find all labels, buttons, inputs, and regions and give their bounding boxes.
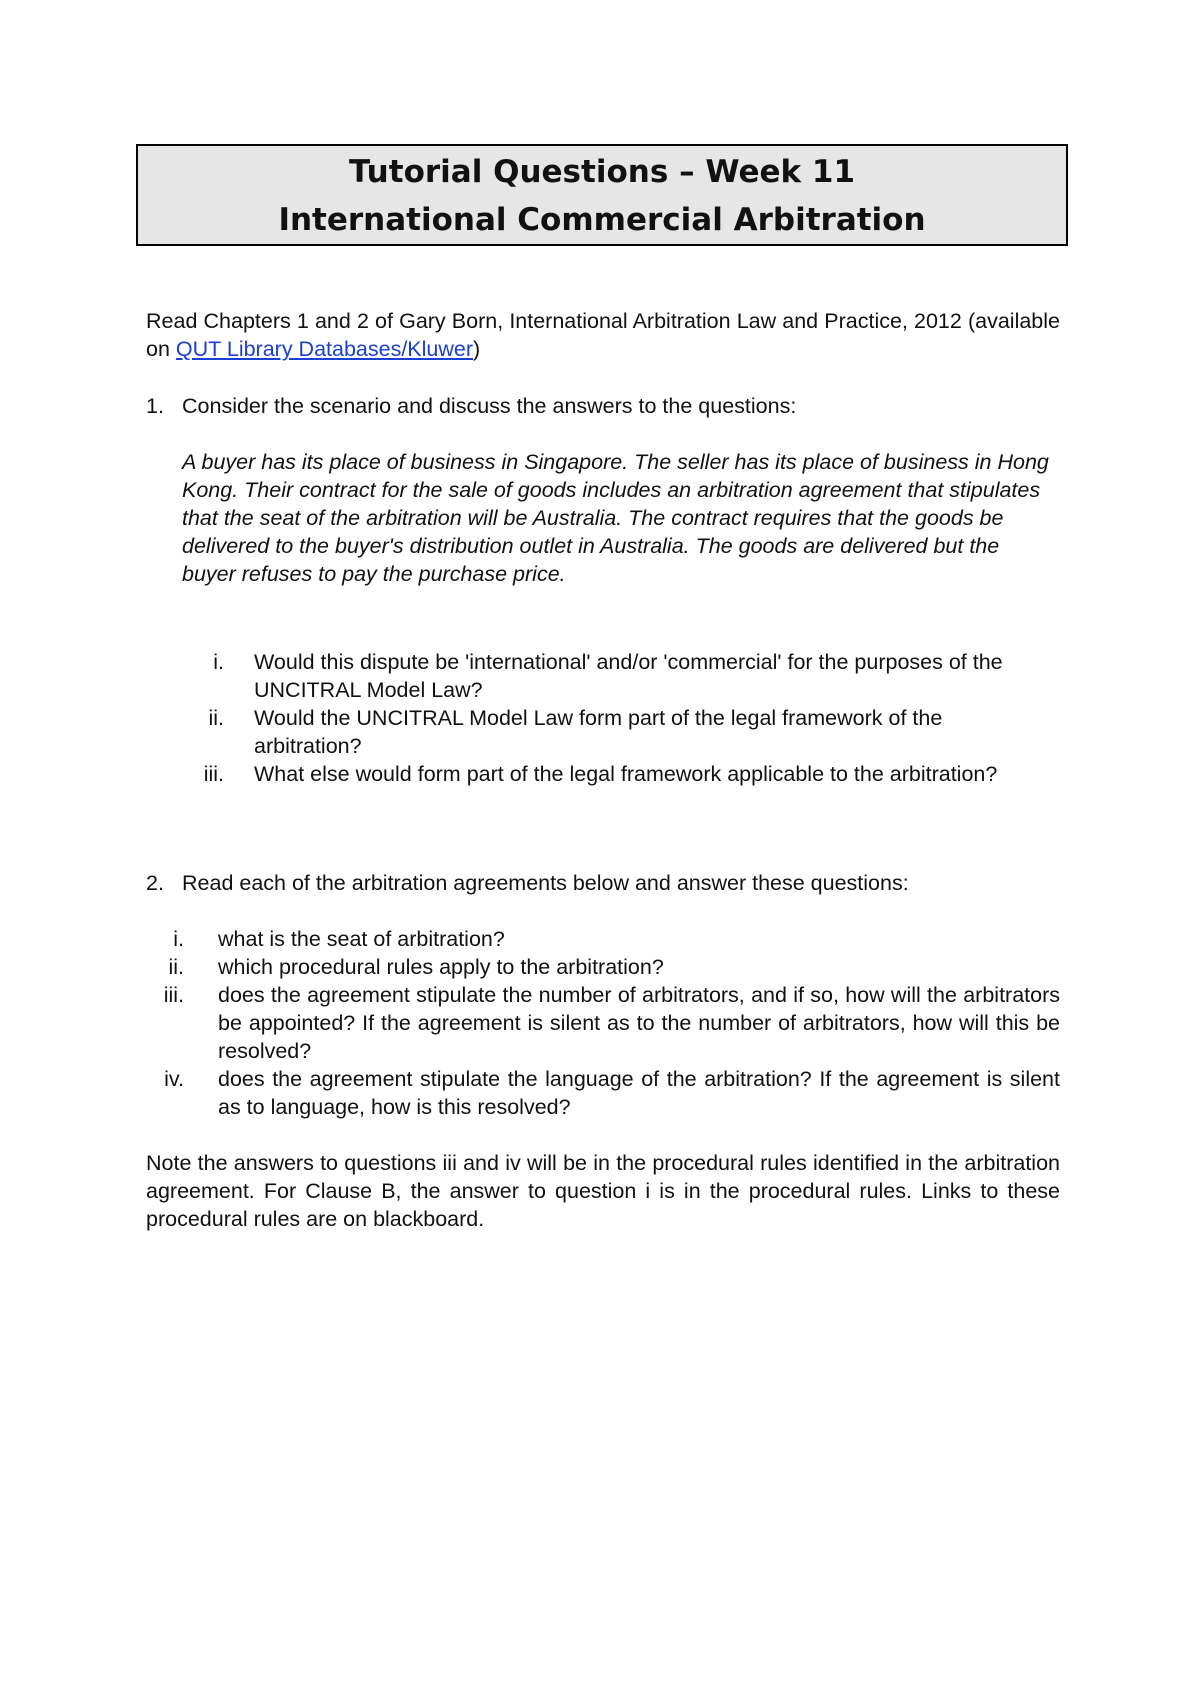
sub-number: iii. [203, 762, 224, 786]
note-paragraph: Note the answers to questions iii and iv will be in the procedural rules identified in the arbitration agreement. For Clause B, the answer to question i is in the procedural rules. Links to these procedural rules are on blackboard. [146, 1151, 1060, 1231]
question-1-text: Consider the scenario and discuss the answers to the questions: [182, 394, 797, 418]
question-2-text: Read each of the arbitration agreements below and answer these questions: [182, 871, 909, 895]
question-1-number: 1. [146, 394, 164, 418]
sub-text: what is the seat of arbitration? [218, 927, 505, 951]
title-line-2: International Commercial Arbitration [278, 202, 926, 238]
question-2-sub-iv [146, 1065, 1060, 1121]
sub-number: ii. [168, 955, 184, 979]
sub-text: Would this dispute be 'international' and/or 'commercial' for the purposes of the UNCITRAL Model Law? [254, 650, 1003, 702]
intro-text-end: ) [473, 337, 481, 361]
question-1-sub-i [182, 648, 1062, 704]
question-1-sub-iii [182, 760, 1062, 816]
question-2-sub-ii [146, 953, 1060, 981]
sub-text: What else would form part of the legal framework applicable to the arbitration? [254, 762, 998, 786]
question-2-sub-i [146, 925, 1060, 953]
scenario-text: A buyer has its place of business in Singapore. The seller has its place of business in Hong Kong. Their contract for the sale of goods includes an arbitration agreement that stipulates that the seat of the arbitration will be Australia. The contract requires that the goods be delivered to the buyer's distribution outlet in Australia. The goods are delivered but the buyer refuses to pay the purchase price. [182, 450, 1049, 586]
sub-number: iii. [163, 983, 184, 1007]
intro-text: Read Chapters 1 and 2 of Gary Born, International Arbitration Law and Practice, 2012 (available on [146, 309, 1060, 361]
sub-text: Would the UNCITRAL Model Law form part of the legal framework of the arbitration? [254, 706, 943, 758]
library-link[interactable]: QUT Library Databases/Kluwer [175, 337, 474, 361]
sub-number: iv. [164, 1067, 184, 1091]
sub-text: which procedural rules apply to the arbitration? [218, 955, 664, 979]
sub-number: ii. [208, 706, 224, 730]
reading-instruction [146, 307, 1060, 363]
sub-text: does the agreement stipulate the number of arbitrators, and if so, how will the arbitrators be appointed? If the agreement is silent as to the number of arbitrators, how will this be resolved? [218, 983, 1060, 1063]
sub-text: does the agreement stipulate the language of the arbitration? If the agreement is silent as to language, how is this resolved? [218, 1067, 1060, 1119]
sub-number: i. [173, 927, 184, 951]
question-2-sub-iii [146, 981, 1060, 1065]
sub-number: i. [213, 650, 224, 674]
title-line-1: Tutorial Questions – Week 11 [348, 154, 856, 190]
question-2-number: 2. [146, 871, 164, 895]
title-box [136, 144, 1068, 246]
question-1-sub-ii [182, 704, 1062, 760]
